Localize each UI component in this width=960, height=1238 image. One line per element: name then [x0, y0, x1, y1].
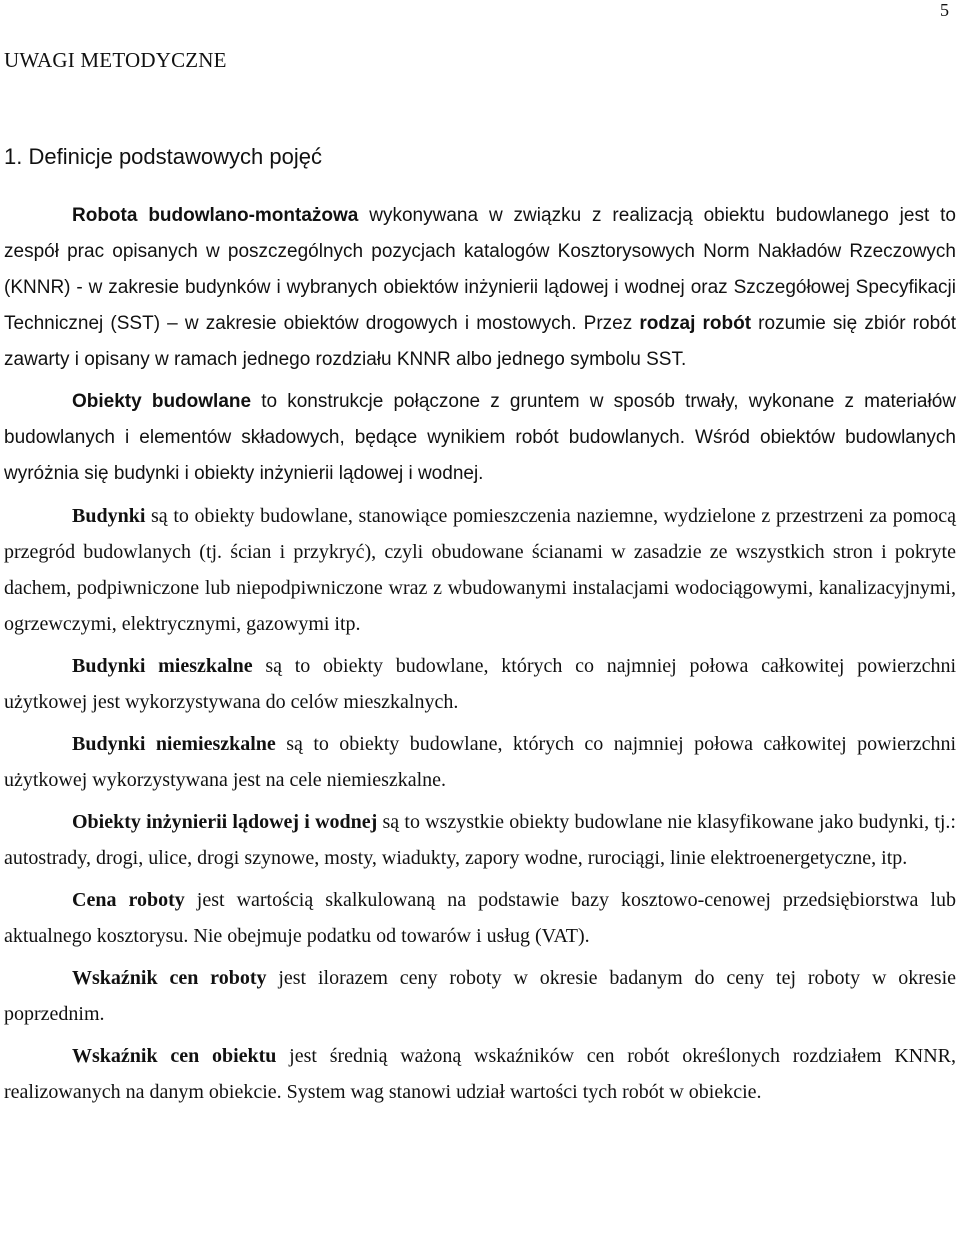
term: Budynki mieszkalne [72, 655, 253, 677]
paragraph-budynki-niemieszkalne [4, 726, 956, 798]
definition-text: są to obiekty budowlane, stanowiące pomieszczenia naziemne, wydzielone z przestrzeni za pomocą przegród budowlanych (tj. ścian i przykryć), czyli obudowane ścianami w zasadzie ze wszystkich stron i pokryte dachem, podpiwniczone lub niepodpiwniczone wraz z wbudowanymi instalacjami wodociągowymi, kanalizacyjnymi, ogrzewczymi, elektrycznymi, gazowymi itp. [4, 505, 956, 635]
paragraph-wskaznik-cen-roboty [4, 960, 956, 1032]
term: Cena roboty [72, 889, 185, 911]
term: Wskaźnik cen obiektu [72, 1045, 277, 1067]
term: Budynki [72, 505, 146, 527]
document-body [4, 198, 956, 1116]
definition-text: wykonywana w związku z realizacją obiektu budowlanego jest to zespół prac opisanych w poszczególnych pozycjach katalogów Kosztorysowych Norm Nakładów Rzeczowych (KNNR) - w zakresie budynków i wybranych obiektów inżynierii lądowej i wodnej oraz Szczegółowej Specyfikacji Technicznej (SST) – w zakresie obiektów drogowych i mostowych. Przez [4, 205, 956, 334]
definition-text: jest wartością skalkulowaną na podstawie bazy kosztowo-cenowej przedsiębiorstwa lub aktualnego kosztorysu. Nie obejmuje podatku od towarów i usług (VAT). [4, 889, 956, 947]
document-heading: UWAGI METODYCZNE [4, 48, 227, 72]
definition-text: są to obiekty budowlane, których co najmniej połowa całkowitej powierzchni użytkowej jest wykorzystywana do celów mieszkalnych. [4, 655, 957, 713]
paragraph-obiekty-budowlane [4, 384, 956, 492]
definition-text: jest ilorazem ceny roboty w okresie badanym do ceny tej roboty w okresie poprzednim. [4, 967, 957, 1025]
term: Robota budowlano-montażowa [72, 205, 359, 226]
paragraph-obiekty-inzynierii [4, 804, 956, 876]
definition-text: są to wszystkie obiekty budowlane nie klasyfikowane jako budynki, tj.: autostrady, drogi, ulice, drogi szynowe, mosty, wiadukty, zapory wodne, rurociągi, linie elektroenergetyczne, itp. [4, 811, 956, 869]
paragraph-robota-budowlano-montazowa [4, 198, 956, 378]
page-number: 5 [940, 0, 949, 20]
term: Obiekty inżynierii lądowej i wodnej [72, 811, 378, 833]
paragraph-budynki-mieszkalne [4, 648, 956, 720]
definition-text: to konstrukcje połączone z gruntem w sposób trwały, wykonane z materiałów budowlanych i elementów składowych, będące wynikiem robót budowlanych. Wśród obiektów budowlanych wyróżnia się budynki i obiekty inżynierii lądowej i wodnej. [4, 391, 956, 484]
definition-text: rozumie się zbiór robót zawarty i opisany w ramach jednego rozdziału KNNR albo jednego symbolu SST. [4, 313, 956, 370]
paragraph-budynki [4, 498, 956, 642]
definition-text: są to obiekty budowlane, których co najmniej połowa całkowitej powierzchni użytkowej wykorzystywana jest na cele niemieszkalne. [4, 733, 956, 791]
term: Obiekty budowlane [72, 391, 252, 412]
section-title: 1. Definicje podstawowych pojęć [4, 144, 322, 169]
paragraph-wskaznik-cen-obiektu [4, 1038, 956, 1110]
term: rodzaj robót [639, 313, 752, 334]
term: Budynki niemieszkalne [72, 733, 276, 755]
paragraph-cena-roboty [4, 882, 956, 954]
term: Wskaźnik cen roboty [72, 967, 267, 989]
definition-text: jest średnią ważoną wskaźników cen robót określonych rozdziałem KNNR, realizowanych na danym obiekcie. System wag stanowi udział wartości tych robót w obiekcie. [4, 1045, 956, 1103]
